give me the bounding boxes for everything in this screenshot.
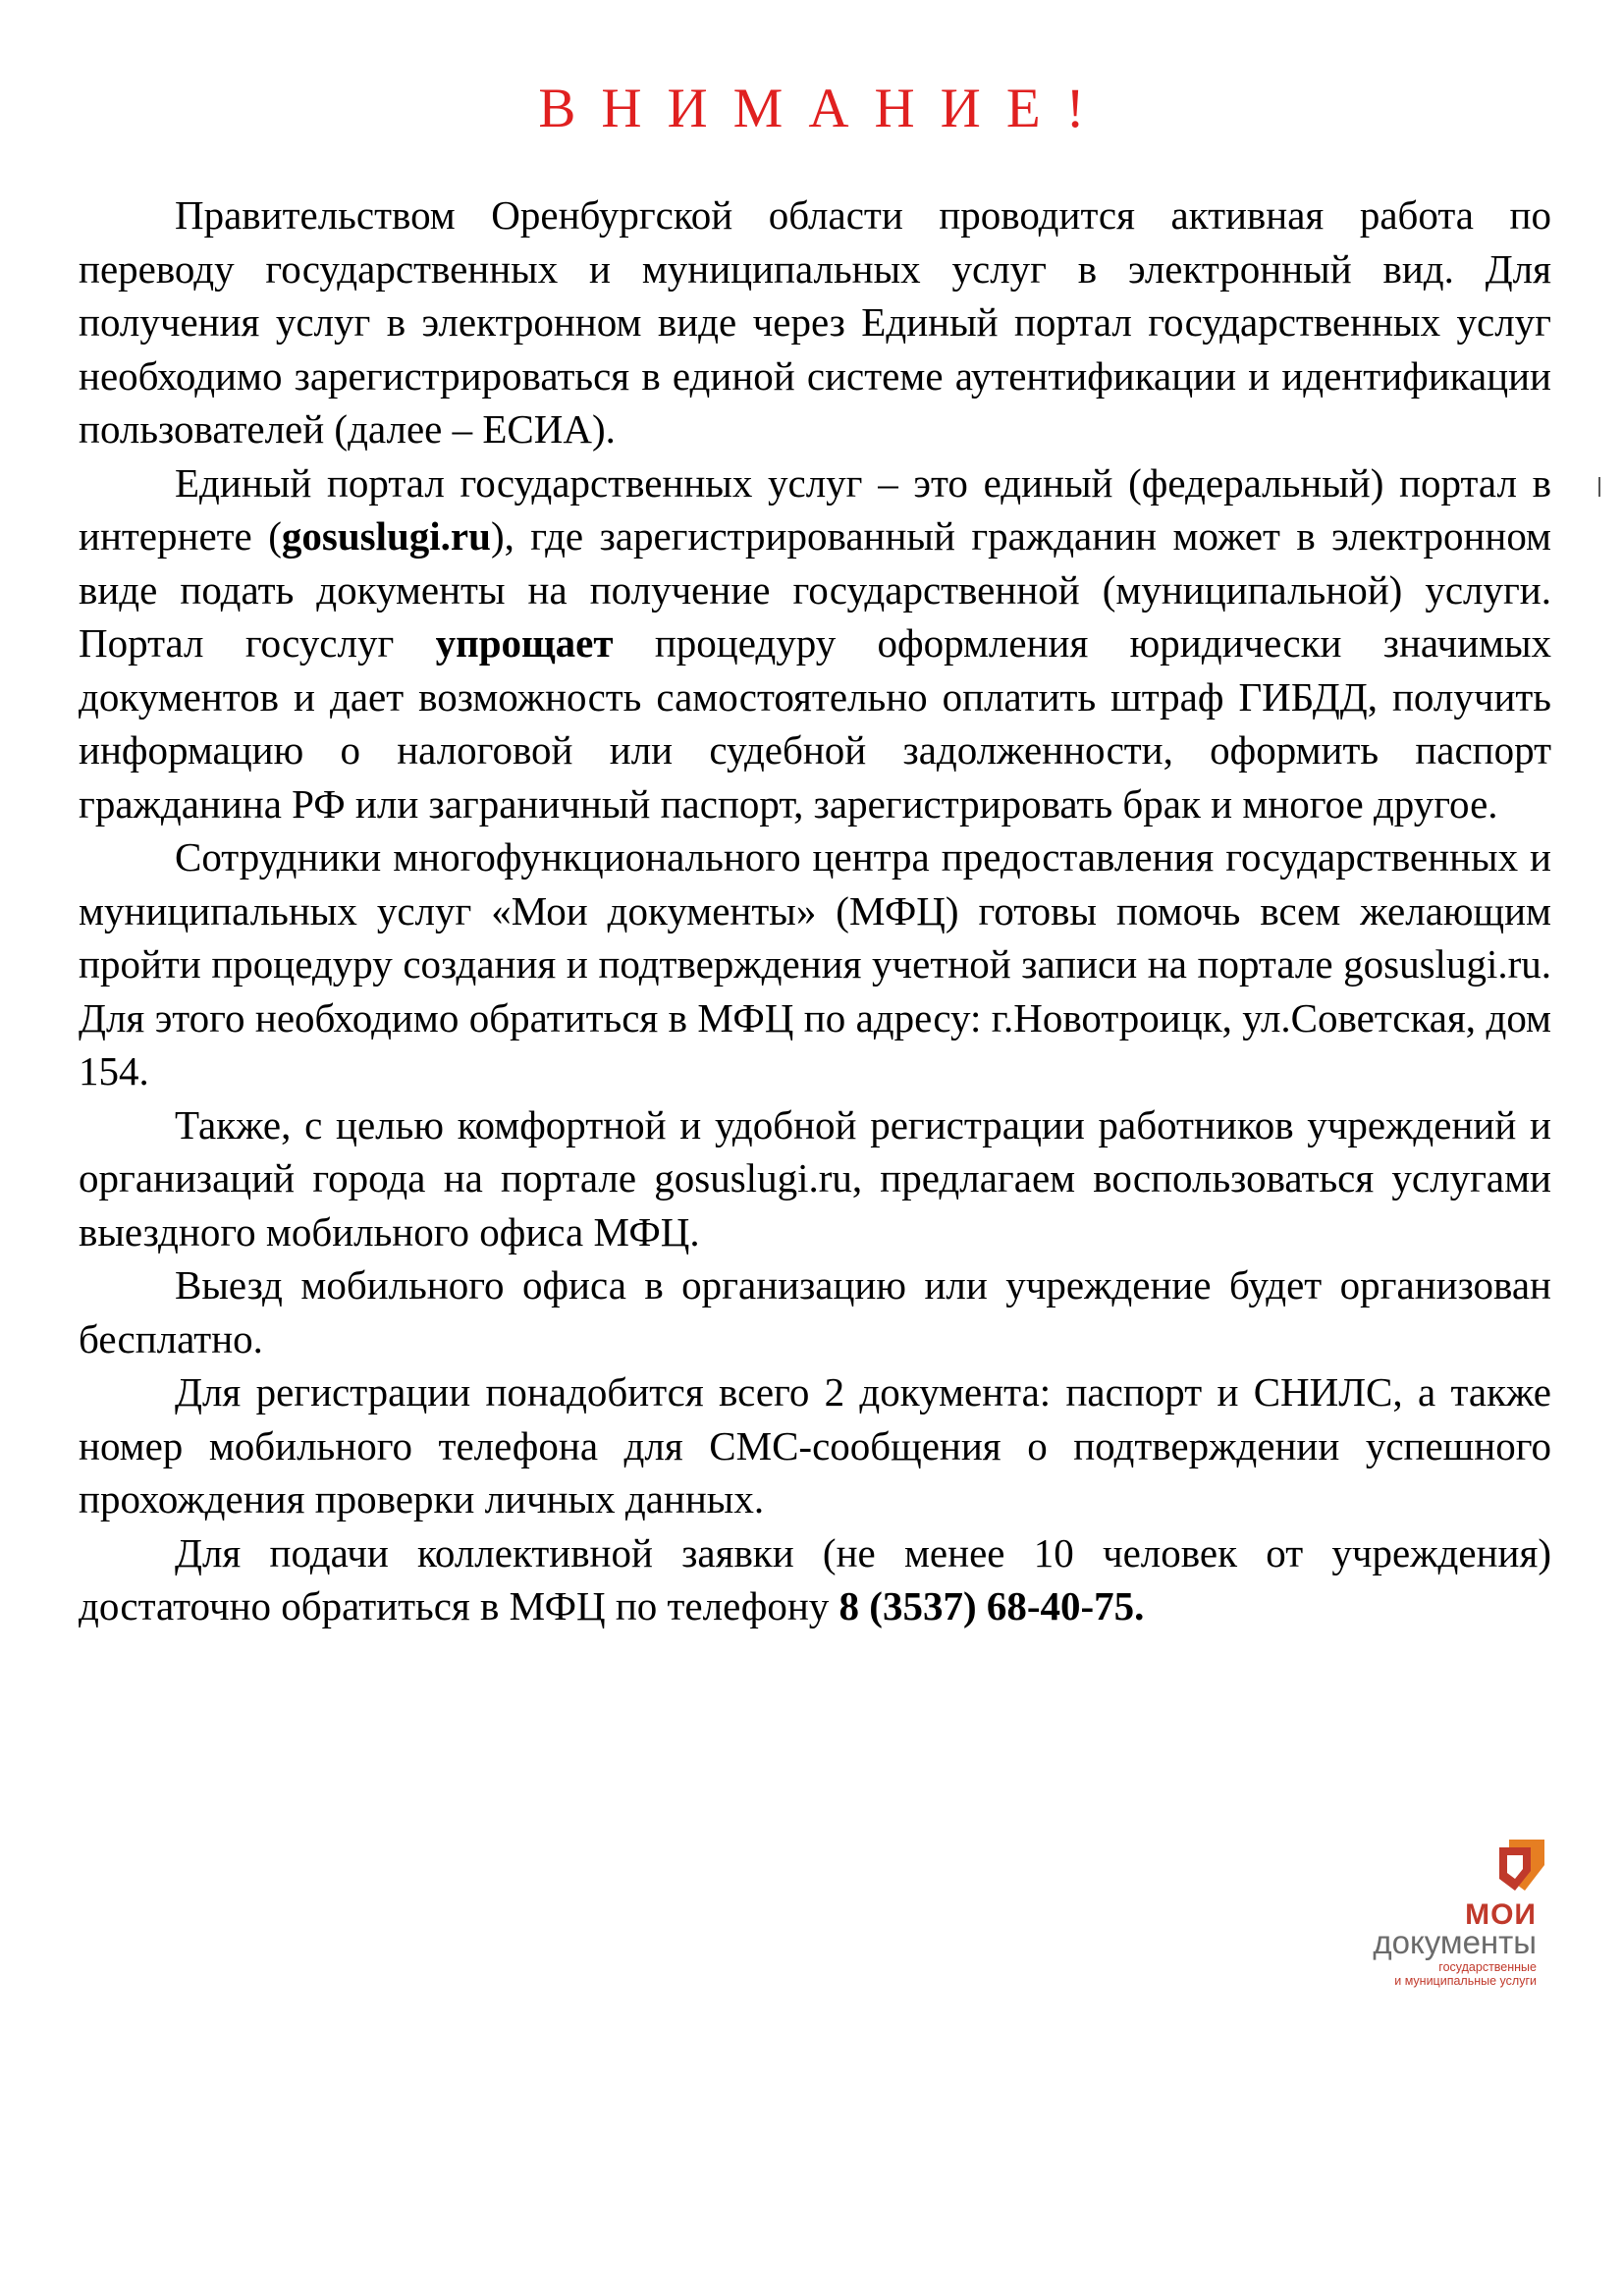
paragraph-2-text-a: Единый портал государственных услуг – это единый (федеральный) портал в интернете ( — [79, 459, 1551, 559]
logo-word-top: МОИ — [1465, 1898, 1537, 1931]
logo-word-main: документы — [1373, 1924, 1537, 1960]
margin-mark — [1598, 477, 1600, 497]
mfc-shield-icon — [1495, 1836, 1548, 1895]
notice-body — [79, 188, 1551, 1633]
paragraph-4: Также, с целью комфортной и удобной регистрации работников учреждений и организаций города на портале gosuslugi.ru, предлагаем воспользоваться услугами выездного мобильного офиса МФЦ. — [79, 1101, 1551, 1255]
logo-subtitle-line-2: и муниципальные услуги — [1394, 1974, 1537, 1988]
page-title: ВНИМАНИЕ! — [538, 78, 1110, 139]
paragraph-2-text-c: процедуру оформления юридически значимых документов и дает возможность самостоятельно оплатить штраф ГИБДД, получить информацию о налоговой или судебной задолженности, оформить паспорт гражданина РФ или заграничный паспорт, зарегистрировать брак и многое другое. — [79, 620, 1552, 827]
paragraph-2-emphasis: упрощает — [435, 620, 614, 666]
paragraph-2-text-b: ), где зарегистрированный гражданин может в электронном виде подать документы на получение государственной (муниципальной) услуги. Портал госуслуг — [79, 513, 1551, 666]
paragraph-5: Выезд мобильного офиса в организацию или учреждение будет организован бесплатно. — [79, 1262, 1551, 1362]
paragraph-6: Для регистрации понадобится всего 2 документа: паспорт и СНИЛС, а также номер мобильного телефона для СМС-сообщения о подтверждении успешного прохождения проверки личных данных. — [79, 1369, 1551, 1522]
contact-phone: 8 (3537) 68-40-75. — [839, 1583, 1145, 1629]
paragraph-3: Сотрудники многофункционального центра предоставления государственных и муниципальных услуг «Мои документы» (МФЦ) готовы помочь всем желающим пройти процедуру создания и подтверждения учетной записи на портале gosuslugi.ru. Для этого необходимо обратиться в МФЦ по адресу: г.Новотроицк, ул.Советская, дом 154. — [79, 834, 1551, 1094]
paragraph-1: Правительством Оренбургской области проводится активная работа по переводу государственных и муниципальных услуг в электронный вид. Для получения услуг в электронном виде через Единый портал государственных услуг необходимо зарегистрироваться в единой системе аутентификации и идентификации пользователей (далее – ЕСИА). — [79, 192, 1551, 452]
portal-link: gosuslugi.ru — [281, 513, 491, 559]
mfc-logo — [1330, 1836, 1566, 1988]
paragraph-7 — [79, 1526, 1551, 1633]
paragraph-2 — [79, 456, 1551, 831]
logo-subtitle-line-1: государственные — [1438, 1960, 1537, 1974]
paragraph-7-text: Для подачи коллективной заявки (не менее 10 человек от учреждения) достаточно обратиться в МФЦ по телефону — [79, 1529, 1551, 1629]
